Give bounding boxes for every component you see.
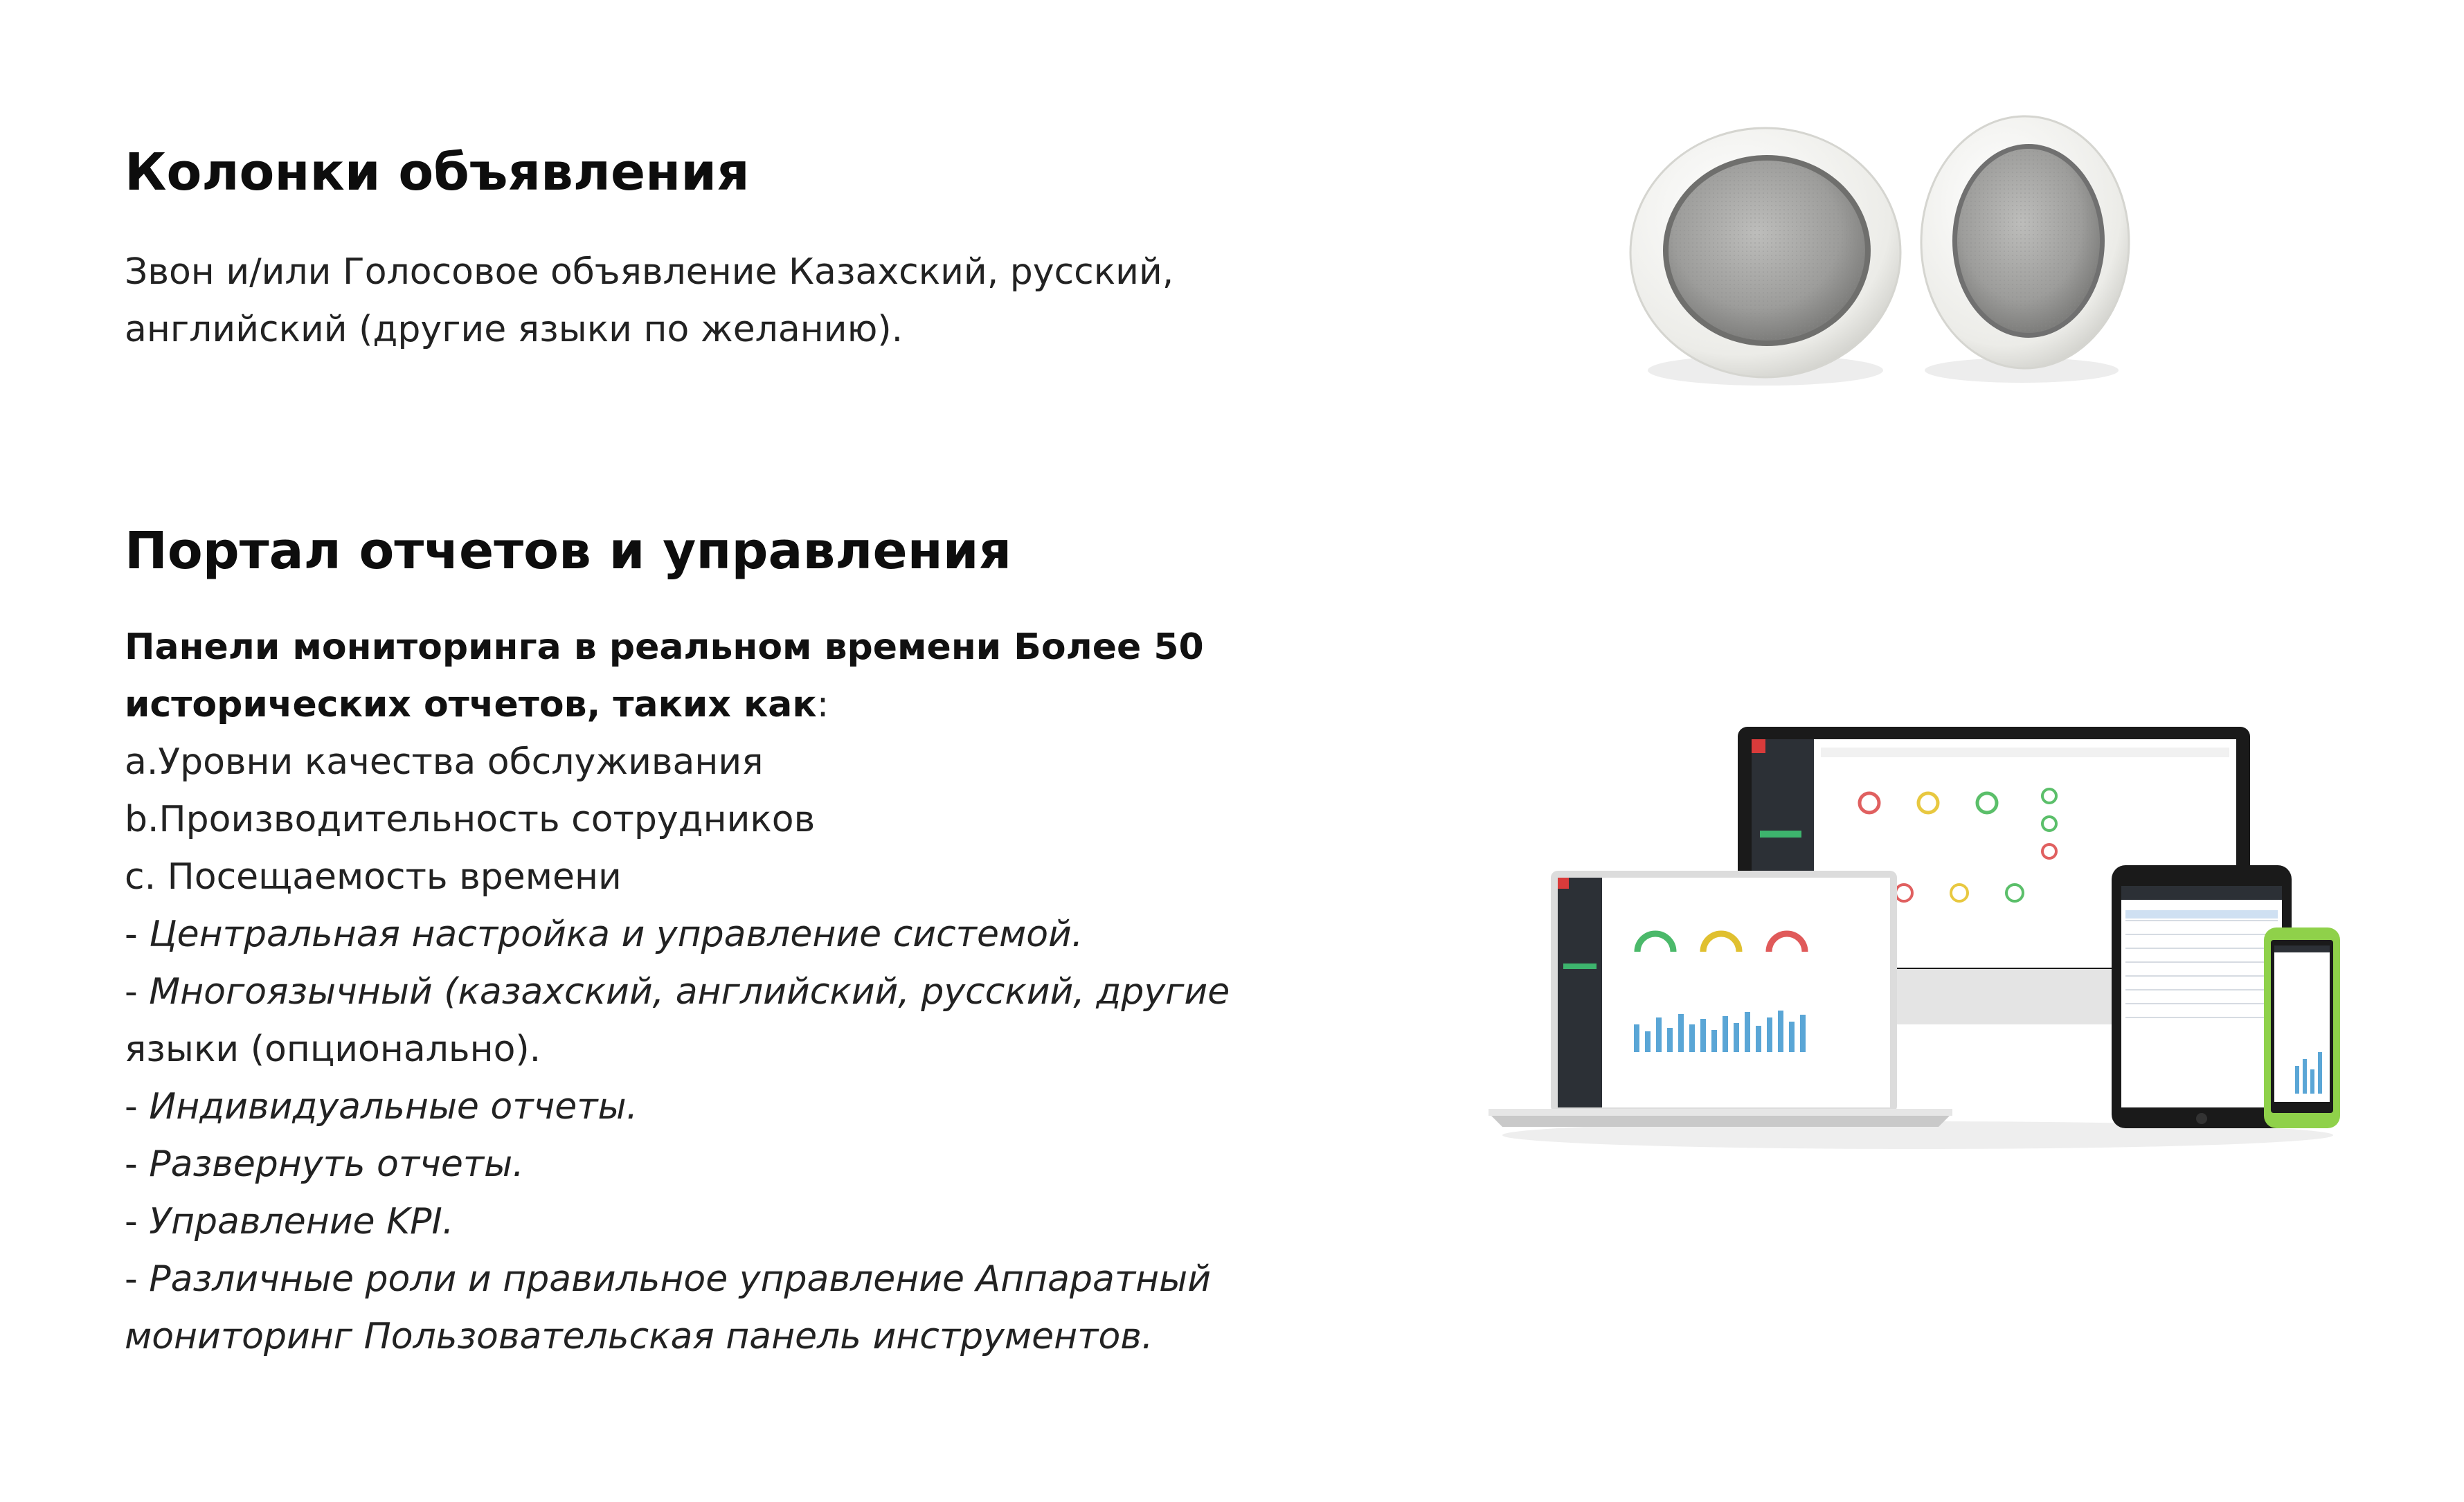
speakers-description	[125, 244, 1426, 359]
multi-device-dashboard-icon	[1475, 720, 2361, 1163]
feature-line	[125, 963, 1426, 1021]
feature-text: Управление KPI.	[149, 1200, 454, 1242]
list-item: c. Посещаемость времени	[125, 856, 622, 898]
feature-line	[125, 1251, 1426, 1308]
feature-prefix: -	[125, 970, 150, 1013]
speakers-description-line-1: Звон и/или Голосовое объявление Казахский, русский,	[125, 251, 1174, 293]
feature-line	[125, 906, 1426, 963]
feature-prefix: -	[125, 1143, 150, 1185]
feature-prefix: -	[125, 1200, 150, 1242]
feature-line	[125, 1136, 1426, 1193]
portal-lead-line-1: Панели мониторинга в реальном времени Более 50	[125, 626, 1204, 668]
feature-prefix: -	[125, 1258, 150, 1300]
portal-lead-line-2: исторических отчетов, таких как	[125, 683, 817, 725]
ceiling-speakers-icon	[1620, 104, 2160, 408]
feature-text: языки (опционально).	[125, 1028, 541, 1070]
portal-description	[125, 619, 1426, 1366]
features-list	[125, 906, 1426, 1366]
feature-text: Многоязычный (казахский, английский, русский, другие	[149, 970, 1230, 1013]
portal-lead-colon: :	[816, 683, 829, 725]
feature-text: Развернуть отчеты.	[149, 1143, 524, 1185]
feature-line	[125, 1021, 1426, 1078]
section-title-portal: Портал отчетов и управления	[125, 521, 1012, 581]
list-item: b.Производительность сотрудников	[125, 798, 816, 840]
section-reports-portal	[125, 521, 1426, 1366]
feature-line	[125, 1078, 1426, 1136]
feature-prefix: -	[125, 913, 150, 955]
feature-prefix: -	[125, 1085, 150, 1128]
feature-text: Центральная настройка и управление системой.	[149, 913, 1083, 955]
report-types-list	[125, 734, 1426, 906]
feature-line	[125, 1308, 1426, 1366]
feature-line	[125, 1193, 1426, 1251]
feature-text: Индивидуальные отчеты.	[149, 1085, 638, 1128]
speakers-description-line-2: английский (другие языки по желанию).	[125, 308, 903, 350]
feature-text: Различные роли и правильное управление Аппаратный	[149, 1258, 1212, 1300]
section-title-speakers: Колонки объявления	[125, 143, 750, 202]
section-announcement-speakers	[125, 142, 1426, 359]
list-item: a.Уровни качества обслуживания	[125, 741, 764, 783]
feature-text: мониторинг Пользовательская панель инструментов.	[125, 1315, 1153, 1357]
